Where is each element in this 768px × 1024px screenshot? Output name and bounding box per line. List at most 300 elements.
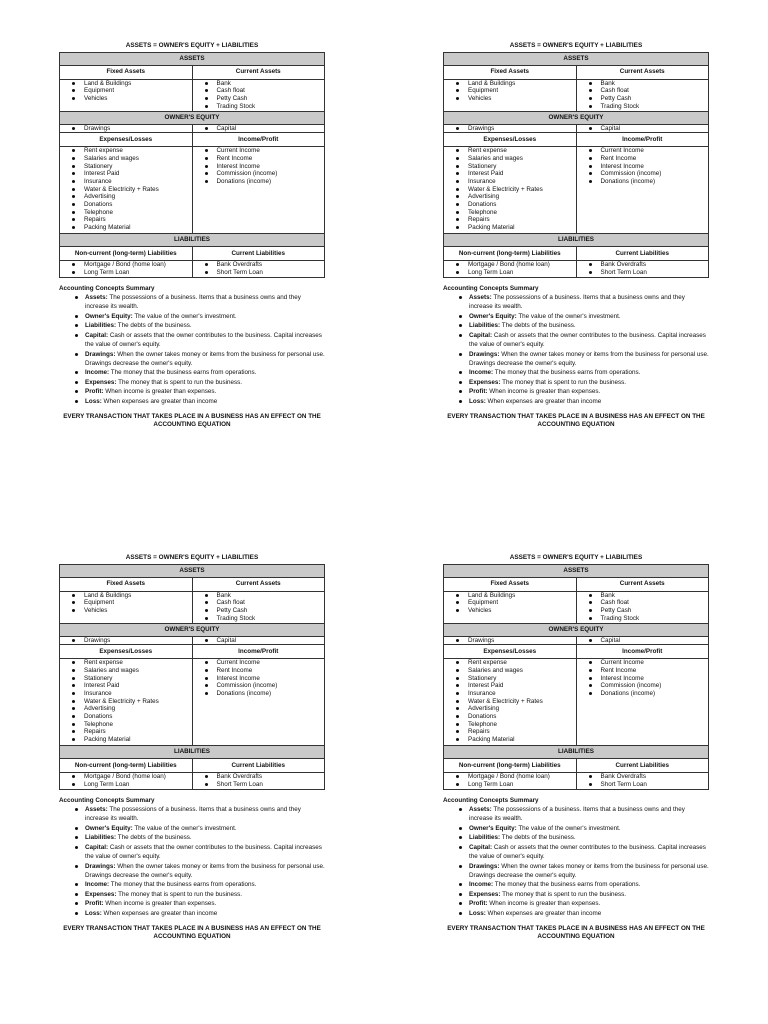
- list-item: Stationery: [468, 163, 576, 171]
- list-item: Stationery: [468, 675, 576, 683]
- definition-item: [79, 350, 325, 369]
- list-item: Short Term Loan: [601, 781, 709, 789]
- definition-text: When the owner takes money or items from the business for personal use. Drawings decrease the owner's equity.: [469, 350, 709, 368]
- worksheet-copy-top-right: [443, 42, 709, 430]
- definition-item: [463, 824, 709, 833]
- concepts-summary: [59, 796, 325, 919]
- expenses-heading: Expenses/Losses: [444, 645, 577, 659]
- list-item: Water & Electricity + Rates: [468, 186, 576, 194]
- definition-item: [79, 321, 325, 330]
- definition-term: Loss:: [469, 909, 486, 917]
- list-item: Repairs: [468, 728, 576, 736]
- definition-text: The money that is spent to run the business.: [500, 890, 627, 898]
- list-item: Commission (income): [601, 682, 709, 690]
- expenses-heading: Expenses/Losses: [60, 645, 193, 659]
- definition-term: Profit:: [85, 900, 104, 908]
- list-item: Petty Cash: [601, 95, 709, 103]
- list-item: Interest Paid: [468, 682, 576, 690]
- definition-text: When the owner takes money or items from the business for personal use. Drawings decrease the owner's equity.: [85, 862, 325, 880]
- capital-list: [193, 125, 325, 133]
- definition-item: [79, 368, 325, 377]
- definition-item: [463, 331, 709, 350]
- equation-title: ASSETS = OWNER'S EQUITY + LIABILITIES: [125, 42, 259, 49]
- list-item: Water & Electricity + Rates: [84, 698, 192, 706]
- list-item: Current Income: [217, 659, 325, 667]
- definition-item: [79, 387, 325, 396]
- list-item: Short Term Loan: [217, 781, 325, 789]
- list-item: Interest Paid: [84, 170, 192, 178]
- definition-item: [463, 833, 709, 842]
- definition-text: The money that the business earns from operations.: [493, 369, 641, 377]
- definition-term: Drawings:: [469, 350, 500, 358]
- definition-item: [463, 312, 709, 321]
- definition-term: Profit:: [85, 388, 104, 396]
- definition-text: When expenses are greater than income: [101, 909, 218, 917]
- definition-item: [79, 397, 325, 406]
- definition-text: The value of the owner's investment.: [516, 312, 621, 320]
- income-list: [577, 147, 709, 185]
- definition-item: [463, 862, 709, 881]
- expenses-list: [60, 147, 192, 231]
- definition-term: Capital:: [85, 843, 109, 851]
- list-item: Short Term Loan: [217, 269, 325, 277]
- fixed-assets-heading: Fixed Assets: [60, 65, 193, 79]
- list-item: Bank Overdrafts: [217, 261, 325, 269]
- definition-item: [79, 880, 325, 889]
- capital-list: [577, 125, 709, 133]
- definition-term: Expenses:: [469, 890, 501, 898]
- list-item: Repairs: [84, 216, 192, 224]
- definition-item: [463, 321, 709, 330]
- list-item: Interest Income: [601, 163, 709, 171]
- accounting-table: [443, 564, 709, 790]
- list-item: Water & Electricity + Rates: [84, 186, 192, 194]
- definition-text: When income is greater than expenses.: [487, 900, 601, 908]
- definition-item: [463, 387, 709, 396]
- list-item: Donations (income): [601, 178, 709, 186]
- noncurrent-liabilities-heading: Non-current (long-term) Liabilities: [60, 247, 193, 261]
- definition-item: [463, 909, 709, 918]
- noncurrent-liabilities-list: [444, 261, 576, 276]
- definition-term: Owner's Equity:: [469, 824, 517, 832]
- list-item: Donations: [84, 713, 192, 721]
- summary-title: Accounting Concepts Summary: [443, 796, 539, 804]
- definition-item: [79, 312, 325, 321]
- definition-text: The value of the owner's investment.: [516, 824, 621, 832]
- definition-term: Assets:: [85, 805, 108, 813]
- definition-term: Profit:: [469, 388, 488, 396]
- list-item: Land & Buildings: [468, 592, 576, 600]
- list-item: Petty Cash: [601, 607, 709, 615]
- definition-item: [79, 833, 325, 842]
- list-item: Cash float: [601, 599, 709, 607]
- list-item: Equipment: [468, 599, 576, 607]
- definitions-list: [59, 805, 325, 918]
- assets-heading: ASSETS: [60, 52, 325, 65]
- fixed-assets-list: [444, 80, 576, 103]
- definition-text: When expenses are greater than income: [101, 397, 218, 405]
- definition-term: Profit:: [469, 900, 488, 908]
- income-list: [577, 659, 709, 697]
- noncurrent-liabilities-list: [60, 773, 192, 788]
- liabilities-heading: LIABILITIES: [444, 746, 709, 759]
- definition-item: [79, 862, 325, 881]
- definition-text: The money that the business earns from operations.: [109, 881, 257, 889]
- concepts-summary: [443, 284, 709, 407]
- definition-text: The money that is spent to run the business.: [116, 378, 243, 386]
- list-item: Capital: [601, 125, 709, 133]
- worksheet-copy-bottom-left: [59, 554, 325, 942]
- definition-term: Assets:: [469, 805, 492, 813]
- worksheet-copy-bottom-right: [443, 554, 709, 942]
- list-item: Insurance: [84, 690, 192, 698]
- list-item: Rent expense: [468, 659, 576, 667]
- list-item: Land & Buildings: [84, 592, 192, 600]
- list-item: Long Term Loan: [468, 781, 576, 789]
- list-item: Land & Buildings: [468, 80, 576, 88]
- list-item: Salaries and wages: [84, 667, 192, 675]
- definition-text: The money that is spent to run the business.: [500, 378, 627, 386]
- list-item: Current Income: [601, 659, 709, 667]
- definitions-list: [443, 293, 709, 406]
- list-item: Rent Income: [601, 155, 709, 163]
- list-item: Bank: [217, 592, 325, 600]
- definition-text: Cash or assets that the owner contributes to the business. Capital increases the value of owner's equity.: [469, 331, 706, 349]
- summary-title: Accounting Concepts Summary: [59, 284, 155, 292]
- current-liabilities-heading: Current Liabilities: [576, 247, 709, 261]
- concepts-summary: [443, 796, 709, 919]
- definition-text: Cash or assets that the owner contributes to the business. Capital increases the value of owner's equity.: [85, 331, 322, 349]
- definition-term: Assets:: [469, 293, 492, 301]
- list-item: Rent Income: [217, 155, 325, 163]
- list-item: Trading Stock: [217, 615, 325, 623]
- definition-term: Loss:: [469, 397, 486, 405]
- fixed-assets-heading: Fixed Assets: [444, 577, 577, 591]
- current-assets-list: [193, 592, 325, 623]
- list-item: Land & Buildings: [84, 80, 192, 88]
- list-item: Insurance: [468, 690, 576, 698]
- definition-text: When the owner takes money or items from the business for personal use. Drawings decrease the owner's equity.: [469, 862, 709, 880]
- definition-text: The value of the owner's investment.: [132, 312, 237, 320]
- list-item: Equipment: [84, 87, 192, 95]
- definition-term: Owner's Equity:: [469, 312, 517, 320]
- assets-heading: ASSETS: [60, 564, 325, 577]
- accounting-table: [443, 52, 709, 278]
- definition-item: [79, 331, 325, 350]
- fixed-assets-list: [444, 592, 576, 615]
- definition-term: Drawings:: [85, 862, 116, 870]
- footer-note: EVERY TRANSACTION THAT TAKES PLACE IN A BUSINESS HAS AN EFFECT ON THE ACCOUNTING EQUATION: [447, 413, 705, 429]
- definition-term: Liabilities:: [85, 322, 117, 330]
- definition-text: The possessions of a business. Items that a business owns and they increase its wealth.: [469, 293, 685, 311]
- list-item: Rent Income: [601, 667, 709, 675]
- list-item: Advertising: [468, 193, 576, 201]
- income-heading: Income/Profit: [192, 133, 325, 147]
- current-liabilities-list: [193, 773, 325, 788]
- definition-item: [79, 890, 325, 899]
- definition-term: Owner's Equity:: [85, 824, 133, 832]
- list-item: Equipment: [468, 87, 576, 95]
- list-item: Mortgage / Bond (home loan): [468, 773, 576, 781]
- drawings-list: [444, 637, 576, 645]
- income-list: [193, 659, 325, 697]
- income-heading: Income/Profit: [192, 645, 325, 659]
- list-item: Interest Income: [217, 163, 325, 171]
- definition-text: When income is greater than expenses.: [103, 900, 217, 908]
- list-item: Insurance: [468, 178, 576, 186]
- list-item: Rent expense: [468, 147, 576, 155]
- definition-text: When expenses are greater than income: [485, 909, 602, 917]
- list-item: Donations (income): [217, 690, 325, 698]
- list-item: Drawings: [84, 637, 192, 645]
- definition-item: [463, 805, 709, 824]
- fixed-assets-heading: Fixed Assets: [60, 577, 193, 591]
- list-item: Vehicles: [84, 95, 192, 103]
- list-item: Telephone: [468, 721, 576, 729]
- list-item: Cash float: [217, 599, 325, 607]
- list-item: Drawings: [84, 125, 192, 133]
- expenses-list: [444, 659, 576, 743]
- current-assets-list: [193, 80, 325, 111]
- definition-item: [79, 293, 325, 312]
- noncurrent-liabilities-heading: Non-current (long-term) Liabilities: [444, 759, 577, 773]
- definition-term: Expenses:: [85, 890, 117, 898]
- definition-term: Income:: [85, 881, 110, 889]
- definition-item: [79, 843, 325, 862]
- current-assets-heading: Current Assets: [192, 577, 325, 591]
- definition-item: [79, 899, 325, 908]
- list-item: Bank: [601, 80, 709, 88]
- list-item: Vehicles: [468, 607, 576, 615]
- equation-title: ASSETS = OWNER'S EQUITY + LIABILITIES: [509, 554, 643, 561]
- current-liabilities-list: [577, 773, 709, 788]
- definition-term: Liabilities:: [469, 322, 501, 330]
- list-item: Mortgage / Bond (home loan): [468, 261, 576, 269]
- definition-term: Income:: [469, 369, 494, 377]
- owners-equity-heading: OWNER'S EQUITY: [444, 623, 709, 636]
- list-item: Interest Income: [601, 675, 709, 683]
- definition-term: Expenses:: [85, 378, 117, 386]
- owners-equity-heading: OWNER'S EQUITY: [60, 623, 325, 636]
- definition-term: Liabilities:: [85, 834, 117, 842]
- definition-text: The money that the business earns from operations.: [109, 369, 257, 377]
- list-item: Long Term Loan: [84, 269, 192, 277]
- fixed-assets-list: [60, 592, 192, 615]
- list-item: Bank: [601, 592, 709, 600]
- list-item: Capital: [217, 637, 325, 645]
- definition-text: The value of the owner's investment.: [132, 824, 237, 832]
- definition-text: When the owner takes money or items from the business for personal use. Drawings decrease the owner's equity.: [85, 350, 325, 368]
- list-item: Commission (income): [217, 170, 325, 178]
- drawings-list: [60, 125, 192, 133]
- drawings-list: [444, 125, 576, 133]
- list-item: Long Term Loan: [84, 781, 192, 789]
- definition-term: Loss:: [85, 909, 102, 917]
- list-item: Petty Cash: [217, 607, 325, 615]
- list-item: Telephone: [84, 721, 192, 729]
- definition-text: The possessions of a business. Items that a business owns and they increase its wealth.: [85, 805, 301, 823]
- definition-item: [79, 805, 325, 824]
- list-item: Repairs: [468, 216, 576, 224]
- list-item: Trading Stock: [601, 615, 709, 623]
- equation-title: ASSETS = OWNER'S EQUITY + LIABILITIES: [509, 42, 643, 49]
- list-item: Advertising: [84, 705, 192, 713]
- footer-note: EVERY TRANSACTION THAT TAKES PLACE IN A BUSINESS HAS AN EFFECT ON THE ACCOUNTING EQUATION: [447, 925, 705, 941]
- list-item: Bank Overdrafts: [601, 773, 709, 781]
- list-item: Water & Electricity + Rates: [468, 698, 576, 706]
- list-item: Vehicles: [84, 607, 192, 615]
- list-item: Current Income: [601, 147, 709, 155]
- list-item: Packing Material: [84, 736, 192, 744]
- definition-item: [463, 890, 709, 899]
- list-item: Rent expense: [84, 659, 192, 667]
- expenses-list: [60, 659, 192, 743]
- list-item: Donations: [468, 201, 576, 209]
- definition-item: [463, 378, 709, 387]
- definition-term: Owner's Equity:: [85, 312, 133, 320]
- list-item: Rent expense: [84, 147, 192, 155]
- definition-text: The debts of the business.: [500, 834, 576, 842]
- list-item: Insurance: [84, 178, 192, 186]
- definition-item: [463, 368, 709, 377]
- current-assets-list: [577, 80, 709, 111]
- income-heading: Income/Profit: [576, 645, 709, 659]
- list-item: Long Term Loan: [468, 269, 576, 277]
- definition-text: When expenses are greater than income: [485, 397, 602, 405]
- current-liabilities-heading: Current Liabilities: [192, 247, 325, 261]
- definition-term: Capital:: [85, 331, 109, 339]
- current-liabilities-list: [577, 261, 709, 276]
- expenses-heading: Expenses/Losses: [60, 133, 193, 147]
- definition-item: [79, 378, 325, 387]
- list-item: Donations (income): [601, 690, 709, 698]
- summary-title: Accounting Concepts Summary: [59, 796, 155, 804]
- list-item: Commission (income): [601, 170, 709, 178]
- liabilities-heading: LIABILITIES: [444, 234, 709, 247]
- list-item: Capital: [217, 125, 325, 133]
- list-item: Salaries and wages: [468, 155, 576, 163]
- noncurrent-liabilities-list: [444, 773, 576, 788]
- list-item: Advertising: [84, 193, 192, 201]
- accounting-table: [59, 52, 325, 278]
- list-item: Current Income: [217, 147, 325, 155]
- worksheet-copy-top-left: [59, 42, 325, 430]
- definition-item: [79, 824, 325, 833]
- income-list: [193, 147, 325, 185]
- list-item: Short Term Loan: [601, 269, 709, 277]
- footer-note: EVERY TRANSACTION THAT TAKES PLACE IN A BUSINESS HAS AN EFFECT ON THE ACCOUNTING EQUATION: [63, 925, 321, 941]
- income-heading: Income/Profit: [576, 133, 709, 147]
- owners-equity-heading: OWNER'S EQUITY: [60, 111, 325, 124]
- definition-text: The debts of the business.: [116, 834, 192, 842]
- list-item: Rent Income: [217, 667, 325, 675]
- current-liabilities-list: [193, 261, 325, 276]
- list-item: Drawings: [468, 125, 576, 133]
- assets-heading: ASSETS: [444, 52, 709, 65]
- definition-item: [463, 350, 709, 369]
- fixed-assets-list: [60, 80, 192, 103]
- list-item: Stationery: [84, 163, 192, 171]
- list-item: Interest Income: [217, 675, 325, 683]
- list-item: Donations: [84, 201, 192, 209]
- list-item: Capital: [601, 637, 709, 645]
- noncurrent-liabilities-heading: Non-current (long-term) Liabilities: [444, 247, 577, 261]
- list-item: Repairs: [84, 728, 192, 736]
- definition-text: The possessions of a business. Items that a business owns and they increase its wealth.: [85, 293, 301, 311]
- definition-text: The possessions of a business. Items that a business owns and they increase its wealth.: [469, 805, 685, 823]
- definition-term: Capital:: [469, 331, 493, 339]
- definition-text: Cash or assets that the owner contributes to the business. Capital increases the value of owner's equity.: [469, 843, 706, 861]
- definition-term: Drawings:: [469, 862, 500, 870]
- list-item: Trading Stock: [217, 103, 325, 111]
- list-item: Packing Material: [468, 224, 576, 232]
- current-liabilities-heading: Current Liabilities: [192, 759, 325, 773]
- list-item: Commission (income): [217, 682, 325, 690]
- list-item: Interest Paid: [468, 170, 576, 178]
- list-item: Donations (income): [217, 178, 325, 186]
- equation-title: ASSETS = OWNER'S EQUITY + LIABILITIES: [125, 554, 259, 561]
- noncurrent-liabilities-heading: Non-current (long-term) Liabilities: [60, 759, 193, 773]
- liabilities-heading: LIABILITIES: [60, 746, 325, 759]
- definition-term: Capital:: [469, 843, 493, 851]
- definition-text: The debts of the business.: [116, 322, 192, 330]
- capital-list: [577, 637, 709, 645]
- definition-item: [79, 909, 325, 918]
- list-item: Packing Material: [468, 736, 576, 744]
- definition-text: Cash or assets that the owner contributes to the business. Capital increases the value of owner's equity.: [85, 843, 322, 861]
- list-item: Telephone: [84, 209, 192, 217]
- list-item: Equipment: [84, 599, 192, 607]
- current-assets-list: [577, 592, 709, 623]
- list-item: Packing Material: [84, 224, 192, 232]
- definition-item: [463, 843, 709, 862]
- definition-item: [463, 397, 709, 406]
- expenses-heading: Expenses/Losses: [444, 133, 577, 147]
- definition-text: The money that is spent to run the business.: [116, 890, 243, 898]
- list-item: Mortgage / Bond (home loan): [84, 773, 192, 781]
- definition-item: [463, 899, 709, 908]
- list-item: Petty Cash: [217, 95, 325, 103]
- summary-title: Accounting Concepts Summary: [443, 284, 539, 292]
- definition-term: Drawings:: [85, 350, 116, 358]
- capital-list: [193, 637, 325, 645]
- list-item: Trading Stock: [601, 103, 709, 111]
- footer-note: EVERY TRANSACTION THAT TAKES PLACE IN A BUSINESS HAS AN EFFECT ON THE ACCOUNTING EQUATION: [63, 413, 321, 429]
- definitions-list: [59, 293, 325, 406]
- definition-term: Liabilities:: [469, 834, 501, 842]
- list-item: Drawings: [468, 637, 576, 645]
- list-item: Salaries and wages: [468, 667, 576, 675]
- definition-term: Assets:: [85, 293, 108, 301]
- accounting-table: [59, 564, 325, 790]
- definition-text: When income is greater than expenses.: [103, 388, 217, 396]
- list-item: Salaries and wages: [84, 155, 192, 163]
- noncurrent-liabilities-list: [60, 261, 192, 276]
- list-item: Mortgage / Bond (home loan): [84, 261, 192, 269]
- list-item: Bank: [217, 80, 325, 88]
- definition-text: The money that the business earns from operations.: [493, 881, 641, 889]
- definition-text: The debts of the business.: [500, 322, 576, 330]
- definition-term: Income:: [469, 881, 494, 889]
- current-assets-heading: Current Assets: [192, 65, 325, 79]
- definition-item: [463, 880, 709, 889]
- list-item: Vehicles: [468, 95, 576, 103]
- assets-heading: ASSETS: [444, 564, 709, 577]
- definition-term: Expenses:: [469, 378, 501, 386]
- list-item: Cash float: [217, 87, 325, 95]
- current-assets-heading: Current Assets: [576, 65, 709, 79]
- definition-item: [463, 293, 709, 312]
